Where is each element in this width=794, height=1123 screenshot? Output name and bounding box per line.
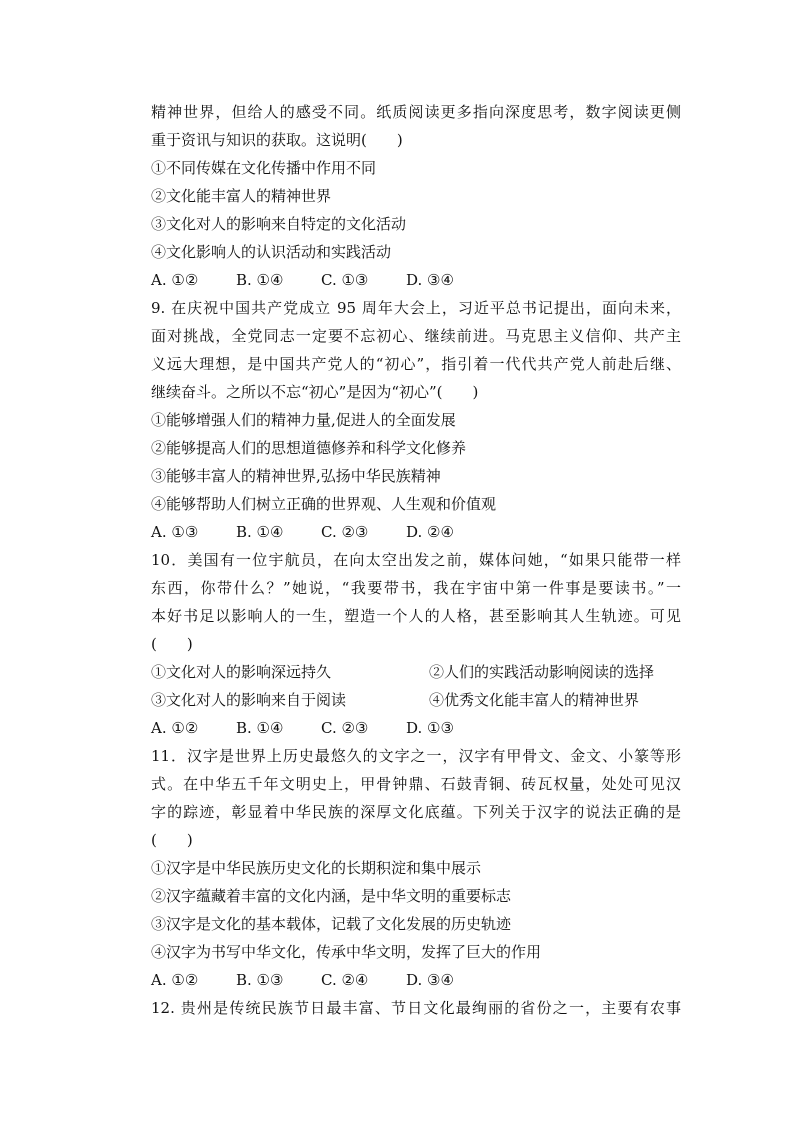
q11-option-a[interactable]: A. ①② — [151, 971, 199, 989]
q11-option-d[interactable]: D. ③④ — [406, 971, 454, 989]
q8-item-4: ④文化影响人的认识活动和实践活动 — [151, 243, 392, 261]
q9-options — [151, 522, 681, 542]
q9-item-3: ③能够丰富人的精神世界,弘扬中华民族精神 — [151, 467, 441, 485]
q8-option-d[interactable]: D. ③④ — [406, 271, 454, 289]
q9-stem-line-3: 义远大理想，是中国共产党人的“初心”，指引着一代代共产党人前赴后继、 — [151, 355, 681, 373]
q10-items-row-2 — [151, 690, 681, 710]
q11-item-1: ①汉字是中华民族历史文化的长期积淀和集中展示 — [151, 859, 482, 877]
q11-item-3: ③汉字是文化的基本载体，记载了文化发展的历史轨迹 — [151, 915, 512, 933]
q10-item-1: ①文化对人的影响深远持久 — [151, 663, 332, 681]
q10-stem-line-3: 本好书足以影响人的一生，塑造一个人的人格，甚至影响其人生轨迹。可见 — [151, 607, 681, 625]
q8-option-c[interactable]: C. ①③ — [321, 271, 369, 289]
q10-stem-line-2: 东西，你带什么？”她说，“我要带书，我在宇宙中第一件事是要读书。”一 — [151, 579, 681, 597]
q9-option-c[interactable]: C. ②③ — [321, 523, 369, 541]
q11-stem-line-1: 11．汉字是世界上历史最悠久的文字之一，汉字有甲骨文、金文、小篆等形 — [151, 747, 681, 765]
q9-stem-line-4: 继续奋斗。之所以不忘“初心”是因为“初心”( ) — [151, 383, 479, 401]
q11-item-2: ②汉字蕴藏着丰富的文化内涵，是中华文明的重要标志 — [151, 887, 512, 905]
q10-item-3: ③文化对人的影响来自于阅读 — [151, 691, 347, 709]
q11-item-4: ④汉字为书写中华文化，传承中华文明，发挥了巨大的作用 — [151, 943, 542, 961]
q11-options — [151, 970, 681, 990]
q8-stem-line-2: 重于资讯与知识的获取。这说明( ) — [151, 131, 403, 149]
q10-stem-line-4: ( ) — [151, 635, 193, 653]
q10-items-row-1 — [151, 662, 681, 682]
q10-stem-line-1: 10．美国有一位宇航员，在向太空出发之前，媒体问她，“如果只能带一样 — [151, 551, 681, 569]
q10-option-d[interactable]: D. ①③ — [406, 719, 454, 737]
q8-stem-line-1: 精神世界，但给人的感受不同。纸质阅读更多指向深度思考，数字阅读更侧 — [151, 103, 681, 121]
q8-item-3: ③文化对人的影响来自特定的文化活动 — [151, 215, 407, 233]
q10-option-a[interactable]: A. ①② — [151, 719, 199, 737]
q12-stem-line-1: 12. 贵州是传统民族节日最丰富、节日文化最绚丽的省份之一，主要有农事 — [151, 999, 681, 1017]
q9-stem-line-1: 9. 在庆祝中国共产党成立 95 周年大会上，习近平总书记提出，面向未来， — [151, 299, 681, 317]
q8-item-1: ①不同传媒在文化传播中作用不同 — [151, 159, 377, 177]
q10-option-b[interactable]: B. ①④ — [236, 719, 284, 737]
q11-stem-line-4: ( ) — [151, 831, 193, 849]
q9-item-1: ①能够增强人们的精神力量,促进人的全面发展 — [151, 411, 456, 429]
q11-stem-line-3: 字的踪迹，彰显着中华民族的深厚文化底蕴。下列关于汉字的说法正确的是 — [151, 803, 681, 821]
q9-stem-line-2: 面对挑战，全党同志一定要不忘初心、继续前进。马克思主义信仰、共产主 — [151, 327, 681, 345]
q11-option-c[interactable]: C. ②④ — [321, 971, 369, 989]
q9-item-4: ④能够帮助人们树立正确的世界观、人生观和价值观 — [151, 495, 497, 513]
q11-stem-line-2: 式。在中华五千年文明史上，甲骨钟鼎、石鼓青铜、砖瓦权量，处处可见汉 — [151, 775, 681, 793]
q9-option-b[interactable]: B. ①④ — [236, 523, 284, 541]
q8-option-b[interactable]: B. ①④ — [236, 271, 284, 289]
q9-item-2: ②能够提高人们的思想道德修养和科学文化修养 — [151, 439, 467, 457]
q8-item-2: ②文化能丰富人的精神世界 — [151, 187, 332, 205]
q10-item-2: ②人们的实践活动影响阅读的选择 — [429, 663, 655, 681]
q8-option-a[interactable]: A. ①② — [151, 271, 199, 289]
q9-option-d[interactable]: D. ②④ — [406, 523, 454, 541]
q10-option-c[interactable]: C. ②③ — [321, 719, 369, 737]
q10-options — [151, 718, 681, 738]
q8-options — [151, 270, 681, 290]
q10-item-4: ④优秀文化能丰富人的精神世界 — [429, 691, 640, 709]
q11-option-b[interactable]: B. ①③ — [236, 971, 284, 989]
q9-option-a[interactable]: A. ①③ — [151, 523, 199, 541]
